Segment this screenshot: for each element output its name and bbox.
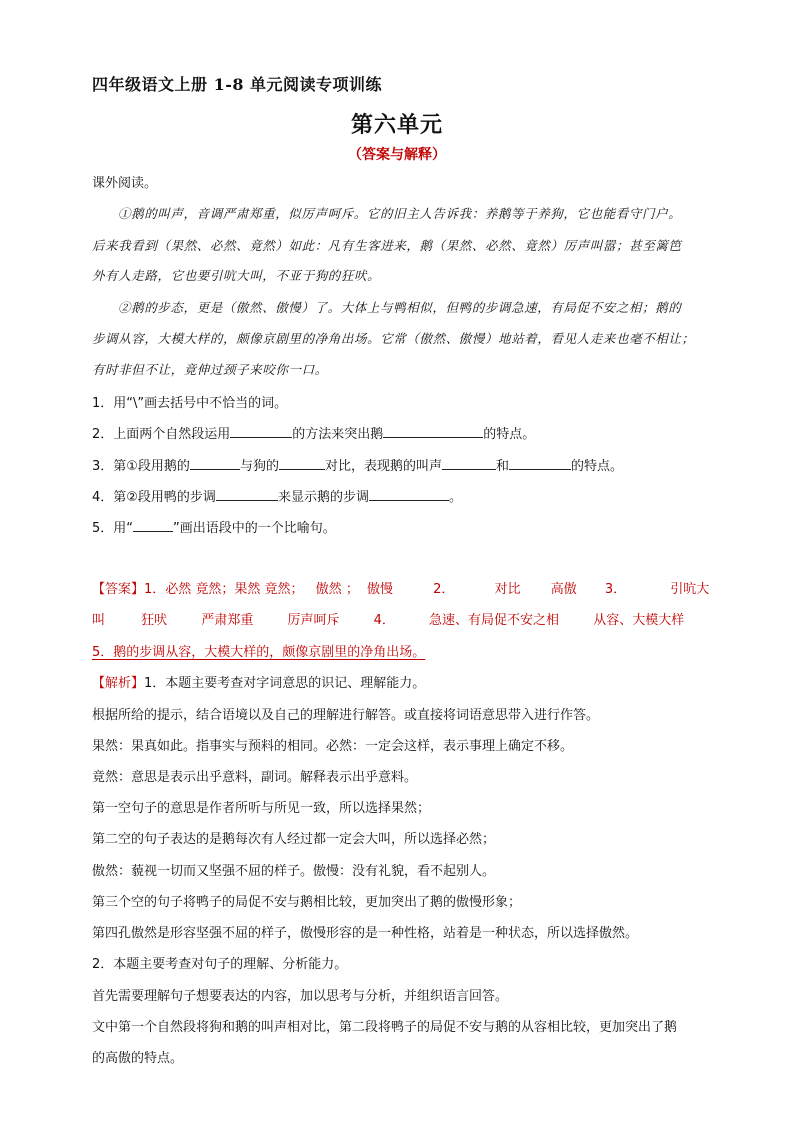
answer-item: 高傲 <box>550 582 577 597</box>
analysis-text: 1．本题主要考查对字词意思的识记、理解能力。 <box>144 676 426 691</box>
analysis-text: 第二空的句子表达的是鹅每次有人经过都一定会大叫，所以选择必然； <box>92 832 496 847</box>
passage-line: 步调从容，大模大样的，颇像京剧里的净角出场。它常（傲然、傲慢）地站着，看见人走来也毫不相让； <box>92 331 695 346</box>
question-text: 5．用“ <box>92 521 134 536</box>
question-text: ”画出语段中的一个比喻句。 <box>173 521 336 536</box>
answer-item: 急速、有局促不安之相 <box>429 613 560 628</box>
question-5 <box>92 517 336 536</box>
answer-item: 傲然 ； <box>315 582 359 597</box>
passage-line: 后来我看到（果然、必然、竟然）如此：凡有生客进来，鹅（果然、必然、竟然）厉声叫嚣；甚至篱笆 <box>92 238 682 253</box>
answer-blank <box>133 519 173 532</box>
question-text: 的特点。 <box>483 427 536 442</box>
answer-item: 3． <box>604 582 627 597</box>
answer-item: 对比 <box>494 582 521 597</box>
passage-line: 外有人走路，它也要引吭大叫，不亚于狗的狂吠。 <box>92 268 381 283</box>
passage-line: 有时非但不让，竟伸过颈子来咬你一口。 <box>92 362 328 377</box>
question-text: 的特点。 <box>570 459 623 474</box>
answer-item: 2． <box>433 582 455 597</box>
analysis-text: 首先需要理解句子想要表达的内容，加以思考与分析，并组织语言回答。 <box>92 989 509 1004</box>
analysis-text: 竟然：意思是表示出乎意料，副词。解释表示出乎意料。 <box>92 770 418 785</box>
answer-blank <box>442 457 496 470</box>
answer-row: 5．鹅的步调从容，大模大样的，颇像京剧里的净角出场。 <box>92 645 426 660</box>
analysis-text: 2．本题主要考查对句子的理解、分析能力。 <box>92 957 348 972</box>
passage-line: ①鹅的叫声，音调严肃郑重，似厉声呵斥。它的旧主人告诉我：养鹅等于养狗，它也能看守门户。 <box>118 206 682 221</box>
passage-intro: 课外阅读。 <box>92 176 158 191</box>
analysis-text: 第四孔傲然是形容坚强不屈的样子，傲慢形容的是一种性格，站着是一种状态，所以选择傲然。 <box>92 926 639 941</box>
question-text: 与狗的 <box>239 459 279 474</box>
question-text: 对比，表现鹅的叫声 <box>324 459 442 474</box>
answer-item: 狂吠 <box>141 613 168 628</box>
analysis-text: 根据所给的提示，结合语境以及自己的理解进行解答。或直接将词语意思带入进行作答。 <box>92 708 600 723</box>
question-3 <box>92 455 623 474</box>
answer-item: 叫 <box>92 613 106 628</box>
document-title: 四年级语文上册 1-8 单元阅读专项训练 <box>92 75 383 94</box>
answer-item: 4． <box>373 613 395 628</box>
question-text: 来显示鹅的步调 <box>277 490 369 505</box>
answer-item: 厉声呵斥 <box>287 613 340 628</box>
answer-row <box>92 578 709 597</box>
answer-blank <box>369 488 449 501</box>
answer-blank <box>383 425 483 438</box>
question-text: 的方法来突出鹅 <box>292 427 384 442</box>
question-text: 和 <box>495 459 509 474</box>
answer-item: 从容、大模大样 <box>593 613 685 628</box>
answer-item: 傲慢 <box>366 582 393 597</box>
passage-line: ②鹅的步态，更是（傲然、傲慢）了。大体上与鸭相似，但鸭的步调急速，有局促不安之相；鹅的 <box>118 300 682 315</box>
answer-subtitle: （答案与解释） <box>348 147 446 163</box>
answer-item: 1．必然 竟然；果然 竟然； <box>144 582 304 597</box>
analysis-label: 【解析】 <box>92 676 145 691</box>
analysis-text: 傲然：藐视一切而又坚强不屈的样子。傲慢：没有礼貌，看不起别人。 <box>92 864 496 879</box>
answer-blank <box>216 488 278 501</box>
question-text: 3．第①段用鹅的 <box>92 459 190 474</box>
answer-blank <box>190 457 240 470</box>
unit-title: 第六单元 <box>350 113 443 138</box>
analysis-text: 第一空句子的意思是作者所听与所见一致，所以选择果然； <box>92 801 431 816</box>
question-text: 4．第②段用鸭的步调 <box>92 490 216 505</box>
analysis-text: 文中第一个自然段将狗和鹅的叫声相对比，第二段将鸭子的局促不安与鹅的从容相比较，更加突出了鹅 <box>92 1020 678 1035</box>
question-2 <box>92 423 535 442</box>
answer-blank <box>230 425 292 438</box>
answer-blank <box>279 457 325 470</box>
analysis-text: 的高傲的特点。 <box>92 1051 184 1066</box>
answer-row <box>92 609 684 628</box>
answer-item: 引吭大 <box>670 582 710 597</box>
answer-blank <box>509 457 571 470</box>
answer-label: 【答案】 <box>92 582 145 597</box>
question-4 <box>92 486 462 505</box>
analysis-text: 第三个空的句子将鸭子的局促不安与鹅相比较，更加突出了鹅的傲慢形象； <box>92 895 522 910</box>
analysis-text: 果然：果真如此。指事实与预料的相同。必然：一定会这样，表示事理上确定不移。 <box>92 739 574 754</box>
analysis-row <box>92 672 425 691</box>
answer-item: 严肃郑重 <box>201 613 254 628</box>
question-text: 。 <box>448 490 462 505</box>
question-1: 1．用“\”画去括号中不恰当的词。 <box>92 396 288 411</box>
question-text: 2．上面两个自然段运用 <box>92 427 231 442</box>
